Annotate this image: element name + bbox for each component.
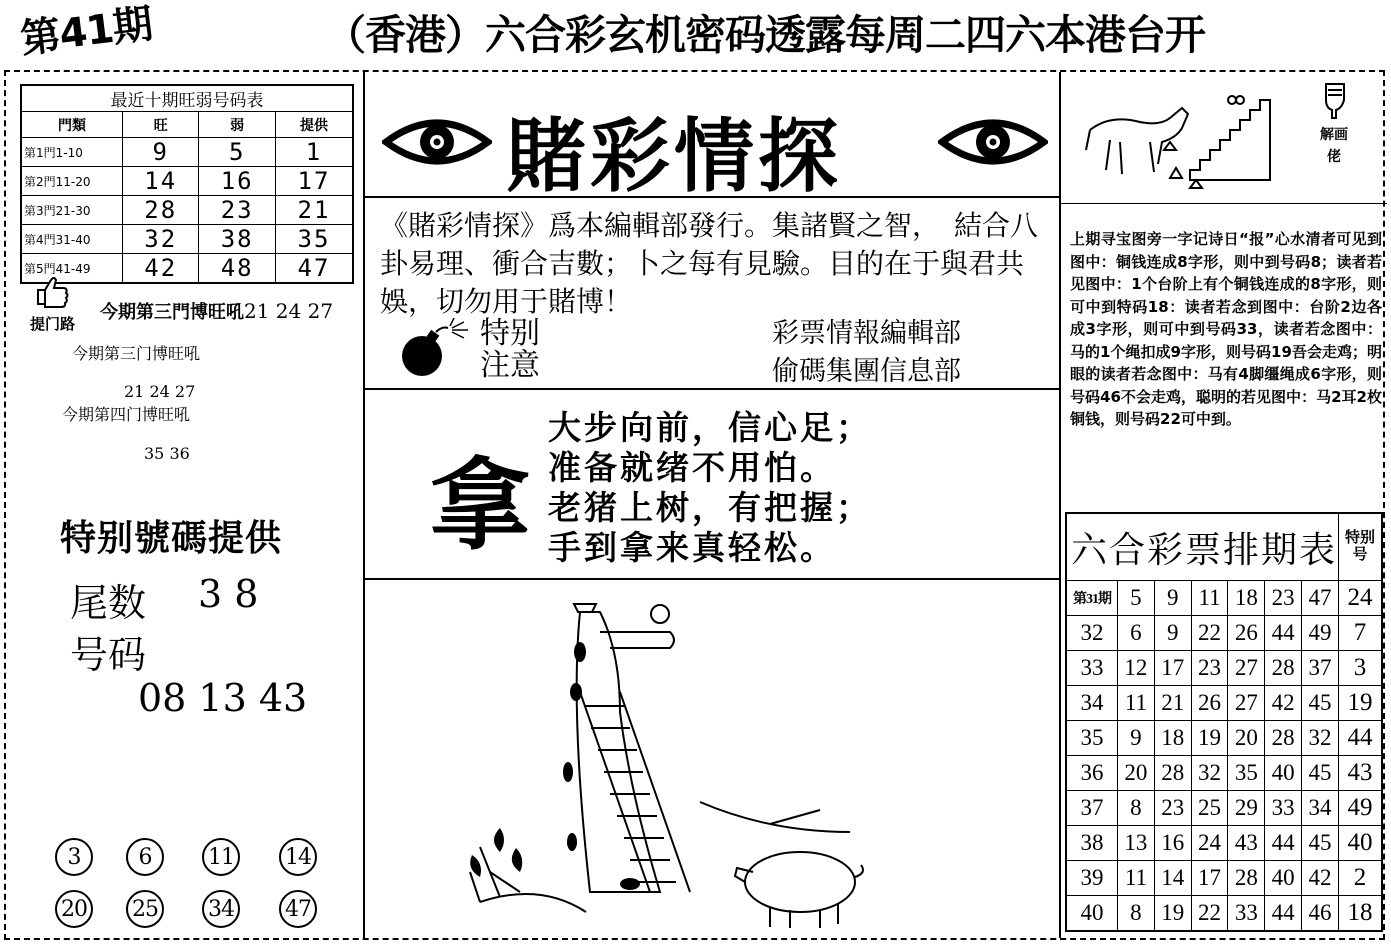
strong-value: 32 xyxy=(123,225,199,254)
clue-text: 上期寻宝图旁一字记诗日“报”心水清者可见到图中：铜钱连成8字形，则中到号码8；读者若见图中：1个台阶上有个铜钱连成的8字形，则可中到特码18：读者若念到图中：台阶2边各成3字形，则可中到号码33，读者若念图中：马的1个绳扣成9字形，则号码19吾会走鸡；明眼的读者若念图中：马有4脚缰绳成6字形，则号码46不会走鸡，聪明的若见图中：马2耳2枚铜钱，则号码22可中到。 xyxy=(1070,230,1382,428)
drawn-number: 6 xyxy=(1118,616,1155,651)
row-label: 第2門11-20 xyxy=(21,167,123,196)
drawn-number: 9 xyxy=(1154,616,1191,651)
drawn-number: 32 xyxy=(1302,721,1339,756)
drawn-number: 13 xyxy=(1118,826,1155,861)
column-header: 弱 xyxy=(199,112,275,138)
offer-value: 21 xyxy=(275,196,353,225)
issue-number: 第41期 xyxy=(18,1,155,63)
drawn-number: 42 xyxy=(1302,861,1339,896)
weak-value: 16 xyxy=(199,167,275,196)
divider-left xyxy=(363,72,365,938)
drawn-number: 16 xyxy=(1154,826,1191,861)
drawn-number: 24 xyxy=(1191,826,1228,861)
tip-line-1-numbers: 21 24 27 xyxy=(124,382,196,401)
table-row xyxy=(1066,721,1382,756)
code-label: 号码 xyxy=(70,633,147,677)
table-row xyxy=(1066,896,1382,932)
weak-value: 23 xyxy=(199,196,275,225)
column-header: 提供 xyxy=(275,112,353,138)
page-title: （香港）六合彩玄机密码透露每周二四六本港台开 xyxy=(325,11,1205,59)
code-values: 08 13 43 xyxy=(138,676,308,720)
bomb-icon xyxy=(398,318,470,380)
drawn-number: 11 xyxy=(1118,861,1155,896)
drawn-number: 33 xyxy=(1228,896,1265,932)
drawn-number: 26 xyxy=(1228,616,1265,651)
special-number: 19 xyxy=(1339,686,1383,721)
table-row xyxy=(21,167,353,196)
drawn-number: 45 xyxy=(1302,826,1339,861)
drawn-number: 9 xyxy=(1118,721,1155,756)
special-number: 18 xyxy=(1339,896,1383,932)
drawn-number: 44 xyxy=(1265,896,1302,932)
special-number: 24 xyxy=(1339,581,1383,616)
issue-cell: 40 xyxy=(1066,896,1118,932)
special-number: 40 xyxy=(1339,826,1383,861)
table-row xyxy=(1066,791,1382,826)
drawn-number: 35 xyxy=(1228,756,1265,791)
department-names xyxy=(772,315,961,391)
drawn-number: 8 xyxy=(1118,896,1155,932)
schedule-title: 六合彩票排期表 xyxy=(1066,513,1339,581)
tail-label: 尾数 xyxy=(70,581,147,625)
circled-number: 34 xyxy=(202,890,240,928)
drawn-number: 22 xyxy=(1191,616,1228,651)
drawn-number: 25 xyxy=(1191,791,1228,826)
circled-number: 14 xyxy=(279,838,317,876)
intro-text: 《賭彩情探》爲本編輯部發行。集諸賢之智， 結合八卦易理、衝合吉數；卜之每有見驗。目的在于與君共娛，切勿用于賭博！ xyxy=(380,209,1039,318)
strength-table-caption: 最近十期旺弱号码表 xyxy=(21,85,353,112)
drawn-number: 23 xyxy=(1191,651,1228,686)
issue-cell: 33 xyxy=(1066,651,1118,686)
drawn-number: 49 xyxy=(1302,616,1339,651)
table-row xyxy=(21,225,353,254)
drawn-number: 11 xyxy=(1191,581,1228,616)
issue-cell: 32 xyxy=(1066,616,1118,651)
row-label: 第5門41-49 xyxy=(21,254,123,284)
issue-cell: 39 xyxy=(1066,861,1118,896)
table-row xyxy=(21,196,353,225)
strong-value: 42 xyxy=(123,254,199,284)
notice-line-2: 注意 xyxy=(480,348,540,383)
poem-line: 大步向前，信心足； xyxy=(548,408,872,447)
horse-stairs-illustration xyxy=(1080,80,1280,194)
special-number: 49 xyxy=(1339,791,1383,826)
strong-value: 28 xyxy=(123,196,199,225)
issue-cell: 35 xyxy=(1066,721,1118,756)
drawn-number: 20 xyxy=(1228,721,1265,756)
tip-main-prefix: 今期第三門博旺吼 xyxy=(100,302,244,323)
special-number: 44 xyxy=(1339,721,1383,756)
table-row xyxy=(1066,651,1382,686)
drawn-number: 20 xyxy=(1118,756,1155,791)
drawn-number: 17 xyxy=(1154,651,1191,686)
drawn-number: 32 xyxy=(1191,756,1228,791)
strong-value: 9 xyxy=(123,138,199,167)
drawn-number: 46 xyxy=(1302,896,1339,932)
drawn-number: 18 xyxy=(1154,721,1191,756)
department-1: 彩票情報編輯部 xyxy=(772,318,961,349)
drawn-number: 27 xyxy=(1228,651,1265,686)
drawn-number: 28 xyxy=(1265,721,1302,756)
drawn-number: 42 xyxy=(1265,686,1302,721)
drawn-number: 47 xyxy=(1302,581,1339,616)
tip-label: 提门路 xyxy=(30,315,76,333)
drawn-number: 19 xyxy=(1191,721,1228,756)
decode-label: 解画佬 xyxy=(1320,127,1348,165)
table-row xyxy=(1066,581,1382,616)
table-row xyxy=(1066,616,1382,651)
drawn-number: 44 xyxy=(1265,826,1302,861)
divider-center-3 xyxy=(363,578,1061,580)
notice-line-1: 特别 xyxy=(480,316,540,351)
row-label: 第4門31-40 xyxy=(21,225,123,254)
drawn-number: 29 xyxy=(1228,791,1265,826)
circled-number: 20 xyxy=(55,890,93,928)
offer-value: 47 xyxy=(275,254,353,284)
offer-value: 35 xyxy=(275,225,353,254)
drawn-number: 26 xyxy=(1191,686,1228,721)
pointing-hand-icon xyxy=(1322,80,1348,120)
circled-number: 6 xyxy=(126,838,164,876)
drawn-number: 28 xyxy=(1228,861,1265,896)
circled-number: 47 xyxy=(279,890,317,928)
divider-right xyxy=(1059,72,1061,938)
drawn-number: 8 xyxy=(1118,791,1155,826)
drawn-number: 44 xyxy=(1265,616,1302,651)
table-row xyxy=(1066,826,1382,861)
drawn-number: 19 xyxy=(1154,896,1191,932)
drawn-number: 12 xyxy=(1118,651,1155,686)
drawn-number: 45 xyxy=(1302,756,1339,791)
eye-icon xyxy=(382,112,492,172)
eye-icon xyxy=(938,112,1048,172)
drawn-number: 37 xyxy=(1302,651,1339,686)
drawn-number: 28 xyxy=(1154,756,1191,791)
drawn-number: 9 xyxy=(1154,581,1191,616)
row-label: 第1門1-10 xyxy=(21,138,123,167)
strong-value: 14 xyxy=(123,167,199,196)
table-row xyxy=(21,254,353,284)
table-row xyxy=(1066,861,1382,896)
table-row xyxy=(1066,756,1382,791)
poem xyxy=(548,408,872,568)
issue-cell: 第31期 xyxy=(1066,581,1118,616)
tail-values: 3 8 xyxy=(198,572,259,616)
issue-cell: 34 xyxy=(1066,686,1118,721)
schedule-table xyxy=(1065,512,1383,932)
drawn-number: 43 xyxy=(1228,826,1265,861)
table-row xyxy=(1066,686,1382,721)
drawn-number: 22 xyxy=(1191,896,1228,932)
circled-number: 25 xyxy=(126,890,164,928)
special-number-label: 特别号 xyxy=(1339,513,1383,581)
drawn-number: 28 xyxy=(1265,651,1302,686)
drawn-number: 27 xyxy=(1228,686,1265,721)
special-number: 3 xyxy=(1339,651,1383,686)
drawn-number: 11 xyxy=(1118,686,1155,721)
drawn-number: 21 xyxy=(1154,686,1191,721)
department-2: 偷碼集團信息部 xyxy=(772,356,961,387)
drawn-number: 5 xyxy=(1118,581,1155,616)
offer-value: 1 xyxy=(275,138,353,167)
weak-value: 5 xyxy=(199,138,275,167)
tip-main xyxy=(100,298,333,324)
weak-value: 48 xyxy=(199,254,275,284)
special-number: 43 xyxy=(1339,756,1383,791)
drawn-number: 23 xyxy=(1265,581,1302,616)
tip-main-numbers: 21 24 27 xyxy=(244,299,334,323)
special-number: 7 xyxy=(1339,616,1383,651)
row-label: 第3門21-30 xyxy=(21,196,123,225)
column-header: 門類 xyxy=(21,112,123,138)
thumbs-up-icon xyxy=(34,274,70,308)
divider-right-1 xyxy=(1059,203,1387,204)
drawn-number: 40 xyxy=(1265,756,1302,791)
weak-value: 38 xyxy=(199,225,275,254)
big-character: 拿 xyxy=(430,447,530,564)
strength-table xyxy=(20,84,354,284)
offer-value: 17 xyxy=(275,167,353,196)
circled-number: 11 xyxy=(202,838,240,876)
issue-cell: 36 xyxy=(1066,756,1118,791)
tip-line-2-numbers: 35 36 xyxy=(144,444,190,463)
drawn-number: 23 xyxy=(1154,791,1191,826)
poem-line: 手到拿来真轻松。 xyxy=(548,528,836,567)
table-row xyxy=(21,138,353,167)
drawn-number: 40 xyxy=(1265,861,1302,896)
issue-cell: 37 xyxy=(1066,791,1118,826)
drawn-number: 34 xyxy=(1302,791,1339,826)
issue-cell: 38 xyxy=(1066,826,1118,861)
tip-line-2: 今期第四门博旺吼 xyxy=(62,405,191,424)
drawn-number: 14 xyxy=(1154,861,1191,896)
circled-number: 3 xyxy=(55,838,93,876)
tree-ladder-pig-illustration xyxy=(440,592,880,932)
banner-title: 賭彩情探 xyxy=(506,109,842,203)
notice-label xyxy=(480,318,540,382)
drawn-number: 18 xyxy=(1228,581,1265,616)
column-header: 旺 xyxy=(123,112,199,138)
poem-line: 准备就绪不用怕。 xyxy=(548,448,836,487)
special-number: 2 xyxy=(1339,861,1383,896)
drawn-number: 33 xyxy=(1265,791,1302,826)
drawn-number: 45 xyxy=(1302,686,1339,721)
poem-line: 老猪上树，有把握； xyxy=(548,488,872,527)
drawn-number: 17 xyxy=(1191,861,1228,896)
tip-line-1: 今期第三门博旺吼 xyxy=(72,344,201,363)
special-title: 特别號碼提供 xyxy=(60,518,283,559)
